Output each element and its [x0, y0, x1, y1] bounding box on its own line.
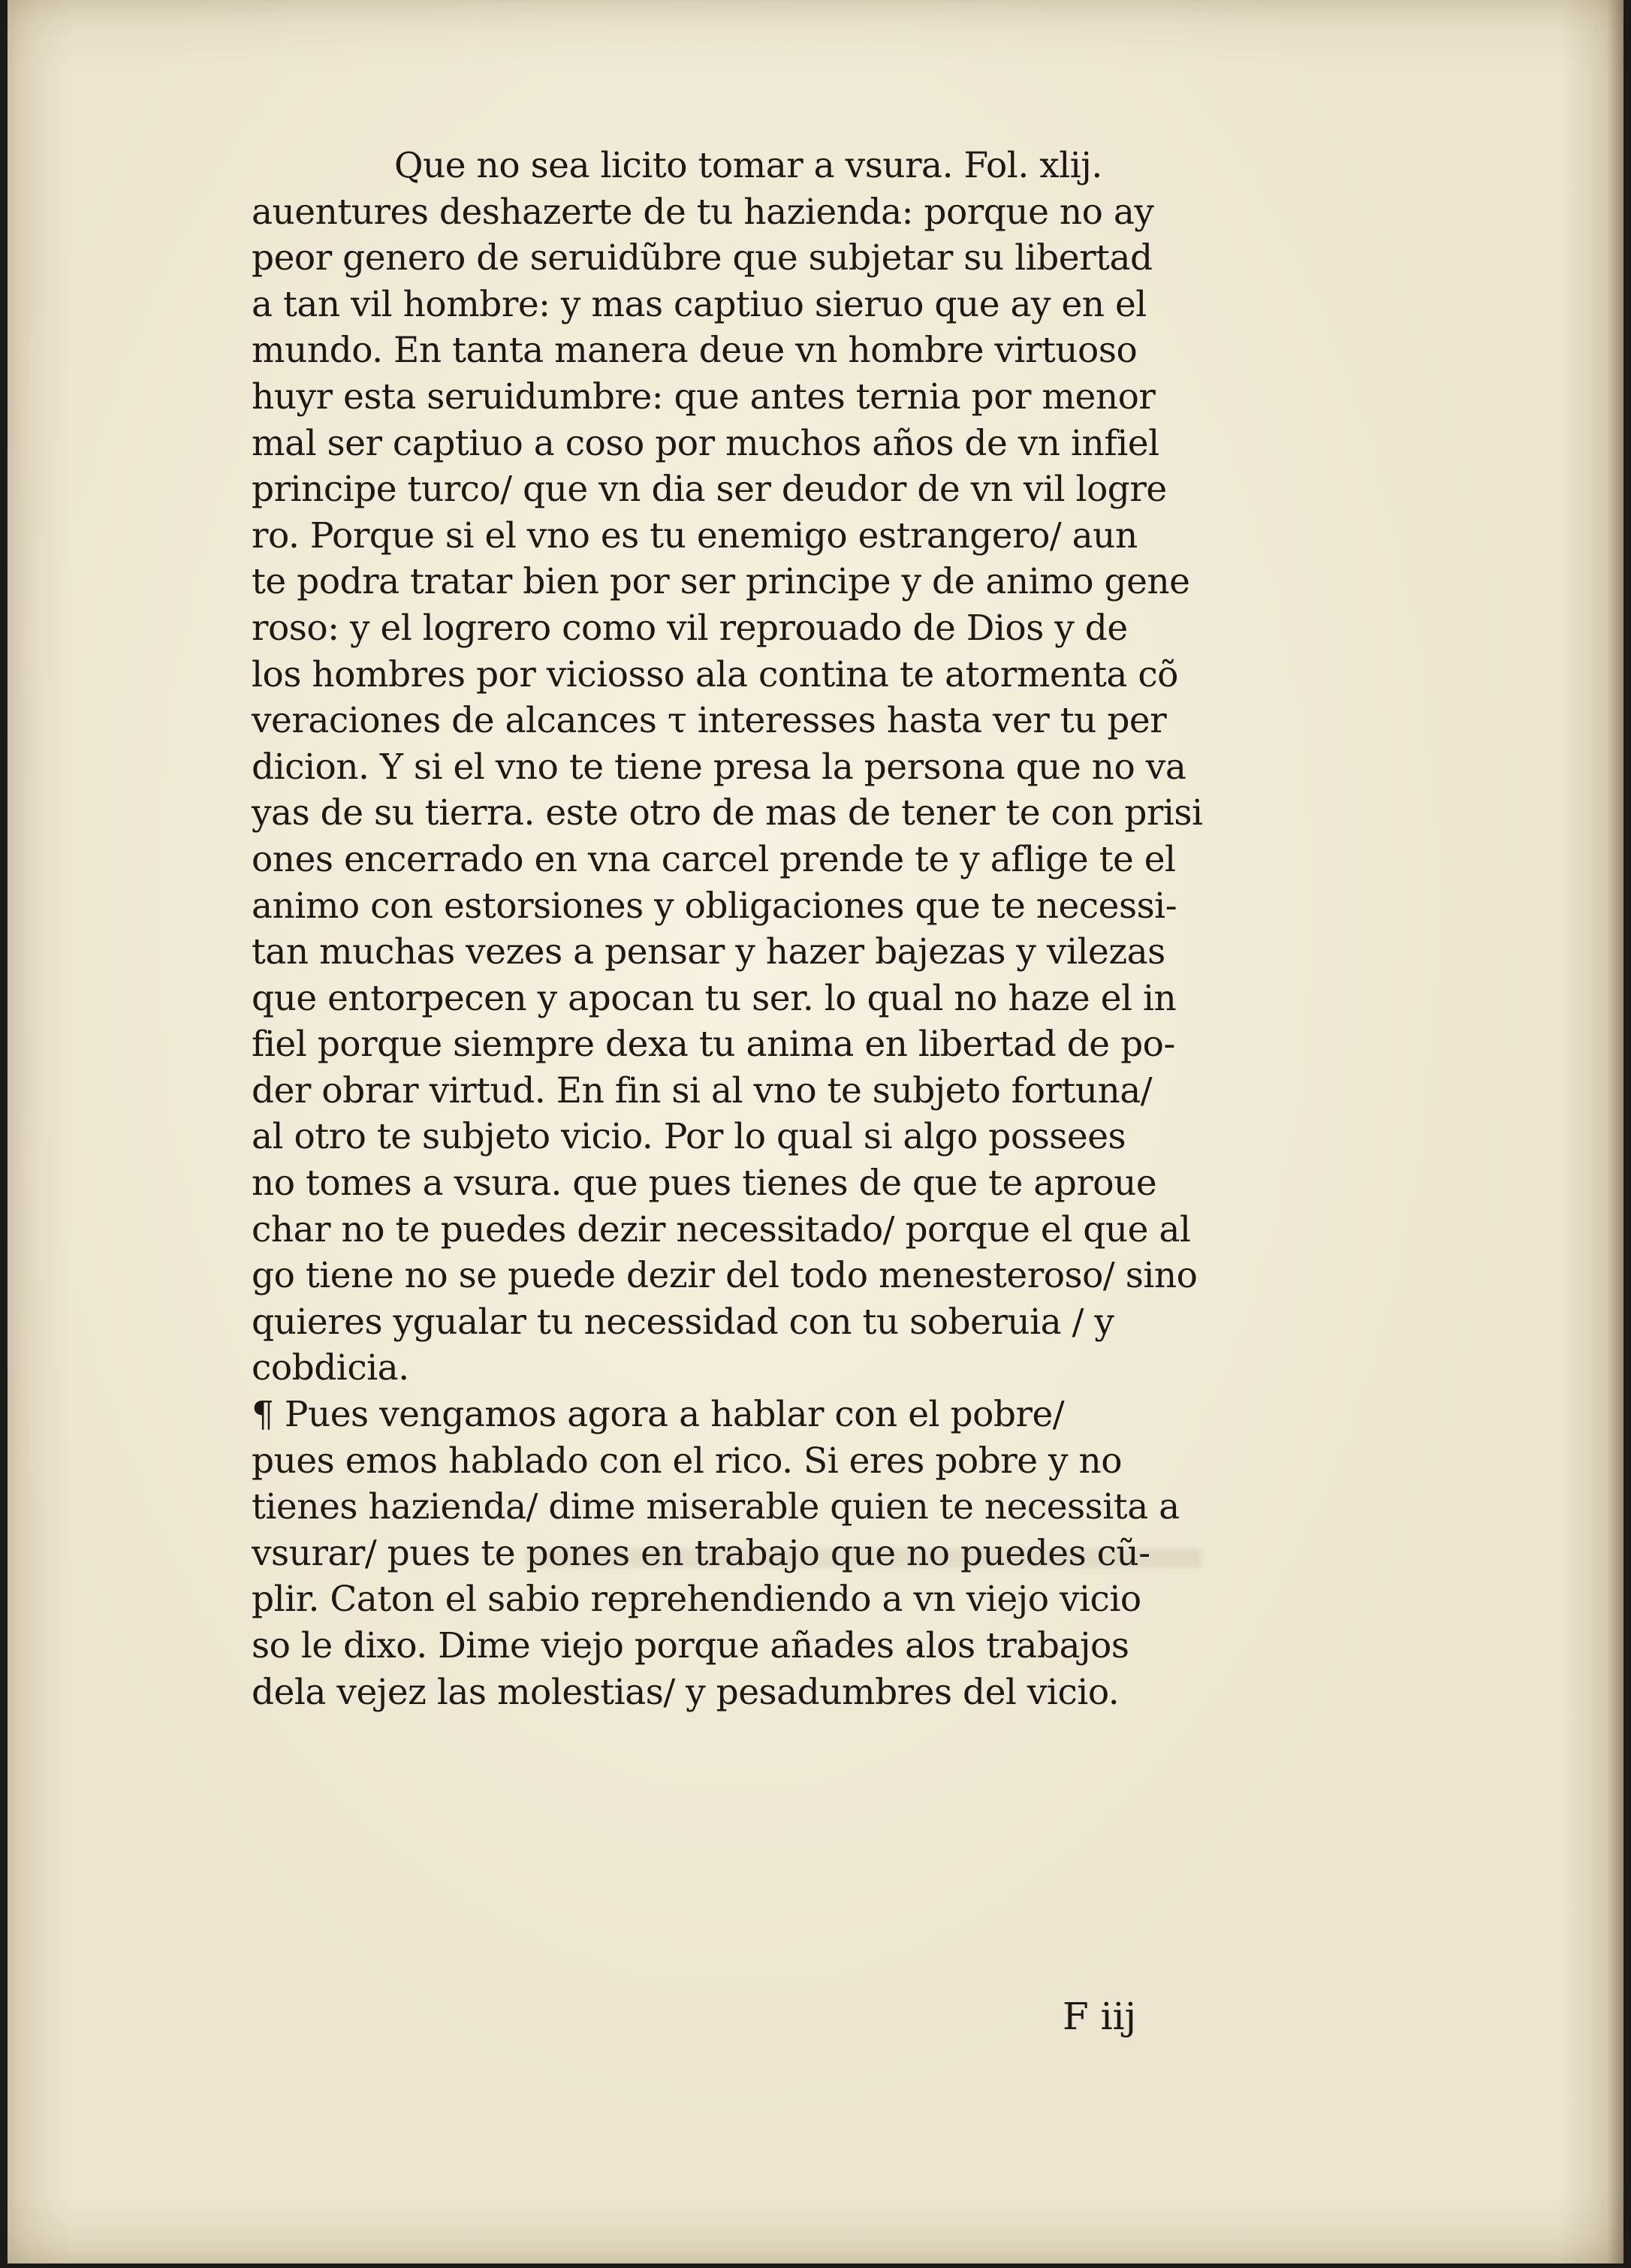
text-line-19: fiel porque siempre dexa tu anima en libertad de po- — [252, 1024, 1175, 1066]
text-line-10: roso: y el logrero como vil reprouado de Dios y de — [252, 607, 1128, 649]
signature-mark: F iij — [1063, 1995, 1137, 2038]
text-line-27: ¶ Pues vengamos agora a hablar con el pobre/ — [252, 1394, 1065, 1436]
text-line-33: dela vejez las molestias/ y pesadumbres del vicio. — [252, 1671, 1120, 1713]
text-line-2: peor genero de seruidũbre que subjetar su libertad — [252, 237, 1153, 279]
text-line-6: mal ser captiuo a coso por muchos años de vn infiel — [252, 422, 1159, 464]
text-line-31: plir. Caton el sabio reprehendiendo a vn viejo vicio — [252, 1579, 1141, 1621]
text-line-9: te podra tratar bien por ser principe y de animo gene — [252, 561, 1190, 603]
text-line-8: ro. Porque si el vno es tu enemigo estrangero/ aun — [252, 514, 1138, 556]
text-line-13: dicion. Y si el vno te tiene presa la persona que no va — [252, 746, 1186, 788]
text-line-21: al otro te subjeto vicio. Por lo qual si algo possees — [252, 1116, 1126, 1158]
text-line-11: los hombres por viciosso ala contina te atormenta cõ — [252, 653, 1178, 695]
text-line-17: tan muchas vezes a pensar y hazer bajezas y vilezas — [252, 931, 1165, 973]
text-line-18: que entorpecen y apocan tu ser. lo qual no haze el in — [252, 977, 1177, 1019]
text-line-1: auentures deshazerte de tu hazienda: porque no ay — [252, 191, 1154, 233]
text-line-28: pues emos hablado con el rico. Si eres pobre y no — [252, 1440, 1123, 1482]
text-line-26: cobdicia. — [252, 1347, 409, 1389]
page-gutter-shadow — [1607, 0, 1623, 2263]
text-line-22: no tomes a vsura. que pues tienes de que te aproue — [252, 1163, 1157, 1205]
text-line-30: vsurar/ pues te pones en trabajo que no puedes cũ- — [252, 1532, 1150, 1574]
manuscript-page — [8, 0, 1623, 2263]
text-line-14: yas de su tierra. este otro de mas de tener te con prisi — [252, 792, 1203, 834]
text-line-4: mundo. En tanta manera deue vn hombre virtuoso — [252, 330, 1138, 372]
text-line-24: go tiene no se puede dezir del todo menesteroso/ sino — [252, 1255, 1198, 1297]
text-line-32: so le dixo. Dime viejo porque añades alos trabajos — [252, 1625, 1129, 1666]
text-line-12: veraciones de alcances τ interesses hasta ver tu per — [252, 700, 1167, 742]
text-line-20: der obrar virtud. En fin si al vno te subjeto fortuna/ — [252, 1069, 1153, 1111]
text-line-23: char no te puedes dezir necessitado/ porque el que al — [252, 1208, 1191, 1250]
text-line-29: tienes hazienda/ dime miserable quien te necessita a — [252, 1486, 1180, 1528]
text-line-25: quieres ygualar tu necessidad con tu soberuia / y — [252, 1301, 1114, 1343]
running-header: Que no sea licito tomar a vsura. Fol. xlij. — [394, 145, 1102, 186]
text-line-7: principe turco/ que vn dia ser deudor de vn vil logre — [252, 469, 1167, 511]
text-line-3: a tan vil hombre: y mas captiuo sieruo que ay en el — [252, 283, 1147, 325]
text-line-16: animo con estorsiones y obligaciones que te necessi- — [252, 885, 1177, 927]
text-line-5: huyr esta seruidumbre: que antes ternia por menor — [252, 375, 1156, 418]
text-line-15: ones encerrado en vna carcel prende te y aflige te el — [252, 838, 1176, 880]
body-text-block — [252, 143, 1280, 1715]
